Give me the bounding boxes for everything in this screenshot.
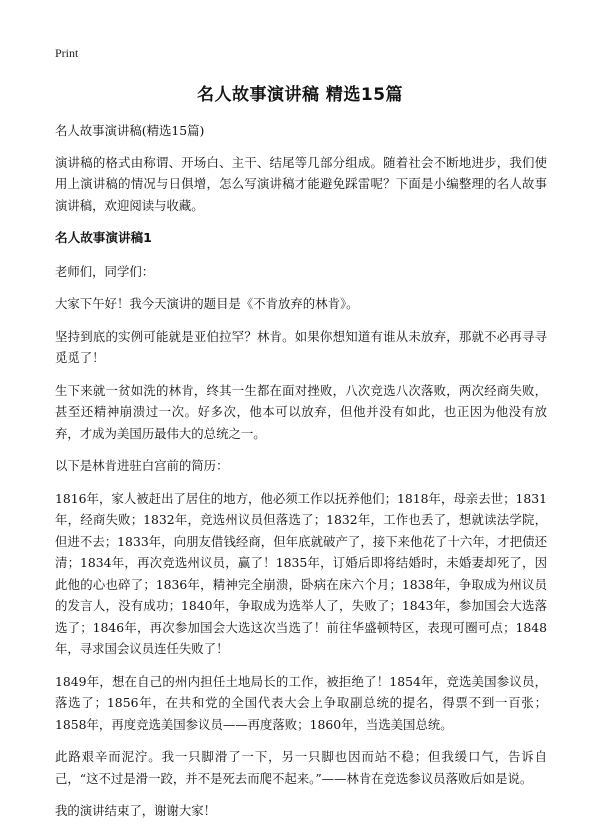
body-paragraph: 1816年，家人被赶出了居住的地方，他必须工作以抚养他们；1818年，母亲去世；1831年，经商失败；1832年，竞选州议员但落选了；1832年，工作也丢了，想就读法学院，但进不去；1833年，向朋友借钱经商，但年底就破产了，接下来他花了十六年，才把债还清；1834年，再次竞选州议员，赢了！1835年，订婚后即将结婚时，未婚妻却死了，因此他的心也碎了；1836年，精神完全崩溃，卧病在床六个月；1838年，争取成为州议员的发言人，没有成功；1840年，争取成为选举人了，失败了；1843年，参加国会大选落选了；1846年，再次参加国会大选这次当选了！前往华盛顿特区，表现可圈可点；1848年，寻求国会议员连任失败了！ <box>55 490 547 656</box>
greeting-paragraph: 老师们，同学们： <box>55 263 155 279</box>
intro-paragraph: 演讲稿的格式由称谓、开场白、主干、结尾等几部分组成。随着社会不断地进步，我们使用上演讲稿的情况与日俱增，怎么写演讲稿才能避免踩雷呢？下面是小编整理的名人故事演讲稿，欢迎阅读与收藏。 <box>55 154 547 213</box>
document-body <box>55 120 547 833</box>
document-subtitle: 名人故事演讲稿(精选15篇) <box>55 123 205 138</box>
print-link[interactable]: Print <box>55 46 79 60</box>
body-paragraph: 坚持到底的实例可能就是亚伯拉罕？林肯。如果你想知道有谁从未放弃，那就不必再寻寻觅觅了！ <box>55 328 547 365</box>
page-title: 名人故事演讲稿 精选15篇 <box>196 85 404 105</box>
closing-paragraph: 我的演讲结束了，谢谢大家！ <box>55 803 217 818</box>
body-paragraph: 生下来就一贫如洗的林肯，终其一生都在面对挫败，八次竞选八次落败，两次经商失败，甚至还精神崩溃过一次。好多次，他本可以放弃，但他并没有如此，也正因为他没有放弃，才成为美国历最伟大的总统之一。 <box>55 382 547 441</box>
body-paragraph: 大家下午好！我今天演讲的题目是《不肯放弃的林肯》。 <box>55 296 359 311</box>
body-paragraph: 此路艰辛而泥泞。我一只脚滑了一下，另一只脚也因而站不稳；但我缓口气，告诉自己，“这不过是滑一跤，并不是死去而爬不起来。”——林肯在竞选参议员落败后如是说。 <box>55 749 547 786</box>
body-paragraph: 1849年，想在自己的州内担任土地局长的工作，被拒绝了！1854年，竞选美国参议员，落选了；1856年，在共和党的全国代表大会上争取副总统的提名，得票不到一百张；1858年，再度竞选美国参议员——再度落败；1860年，当选美国总统。 <box>55 673 547 732</box>
section-heading: 名人故事演讲稿1 <box>55 230 152 245</box>
body-paragraph: 以下是林肯进驻白宫前的简历： <box>55 458 229 473</box>
